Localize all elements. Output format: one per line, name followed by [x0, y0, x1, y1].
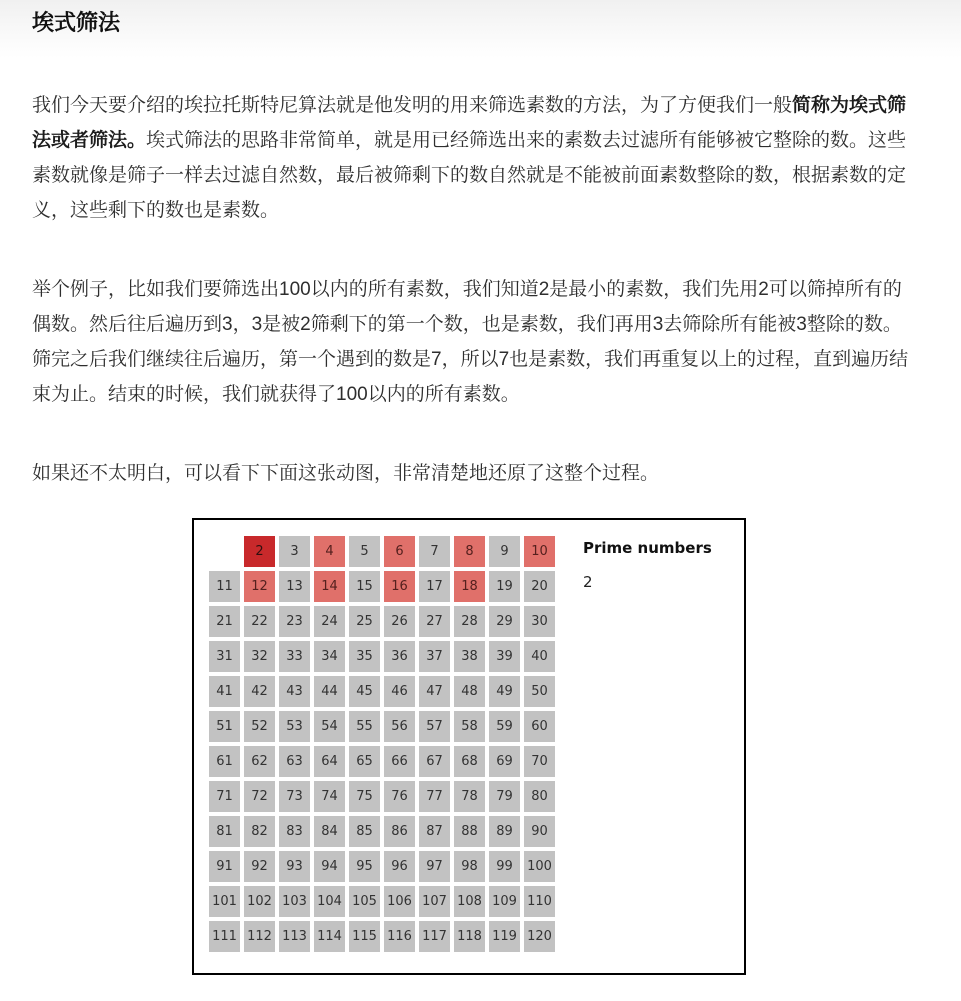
grid-cell: 61 [209, 746, 240, 777]
grid-cell: 94 [314, 851, 345, 882]
grid-cell: 29 [489, 606, 520, 637]
grid-cell: 8 [454, 536, 485, 567]
grid-cell: 81 [209, 816, 240, 847]
grid-cell: 59 [489, 711, 520, 742]
grid-cell: 35 [349, 641, 380, 672]
grid-cell: 6 [384, 536, 415, 567]
grid-cell: 56 [384, 711, 415, 742]
grid-cell: 42 [244, 676, 275, 707]
grid-cell: 80 [524, 781, 555, 812]
grid-cell: 95 [349, 851, 380, 882]
grid-cell: 79 [489, 781, 520, 812]
grid-cell: 3 [279, 536, 310, 567]
grid-cell: 76 [384, 781, 415, 812]
grid-cell: 33 [279, 641, 310, 672]
grid-cell: 88 [454, 816, 485, 847]
grid-cell: 64 [314, 746, 345, 777]
grid-cell: 68 [454, 746, 485, 777]
grid-cell: 47 [419, 676, 450, 707]
grid-cell: 104 [314, 886, 345, 917]
grid-cell: 99 [489, 851, 520, 882]
grid-cell: 84 [314, 816, 345, 847]
grid-cell: 10 [524, 536, 555, 567]
grid-cell: 62 [244, 746, 275, 777]
grid-cell: 86 [384, 816, 415, 847]
prime-list [583, 573, 712, 591]
grid-cell: 119 [489, 921, 520, 952]
grid-cell: 15 [349, 571, 380, 602]
grid-cell: 66 [384, 746, 415, 777]
grid-cell: 91 [209, 851, 240, 882]
grid-cell: 78 [454, 781, 485, 812]
paragraph [32, 272, 916, 412]
grid-cell: 73 [279, 781, 310, 812]
grid-cell: 71 [209, 781, 240, 812]
grid-cell: 30 [524, 606, 555, 637]
grid-cell: 72 [244, 781, 275, 812]
grid-cell: 5 [349, 536, 380, 567]
grid-cell: 14 [314, 571, 345, 602]
grid-cell: 54 [314, 711, 345, 742]
grid-cell: 24 [314, 606, 345, 637]
grid-cell: 45 [349, 676, 380, 707]
grid-cell: 101 [209, 886, 240, 917]
grid-cell: 36 [384, 641, 415, 672]
grid-cell: 32 [244, 641, 275, 672]
grid-cell: 44 [314, 676, 345, 707]
sieve-grid [209, 536, 555, 973]
grid-cell: 96 [384, 851, 415, 882]
grid-cell: 7 [419, 536, 450, 567]
grid-cell: 19 [489, 571, 520, 602]
grid-cell: 82 [244, 816, 275, 847]
grid-cell: 53 [279, 711, 310, 742]
grid-cell: 11 [209, 571, 240, 602]
grid-cell: 118 [454, 921, 485, 952]
grid-cell: 28 [454, 606, 485, 637]
grid-cell: 12 [244, 571, 275, 602]
grid-cell: 85 [349, 816, 380, 847]
grid-cell: 58 [454, 711, 485, 742]
grid-cell: 51 [209, 711, 240, 742]
grid-cell: 83 [279, 816, 310, 847]
prime-numbers-label: Prime numbers [583, 539, 712, 557]
grid-cell: 102 [244, 886, 275, 917]
grid-cell: 2 [244, 536, 275, 567]
paragraph-text-bold: 简称为埃式筛法或者筛法。 [32, 95, 907, 151]
grid-cell: 74 [314, 781, 345, 812]
grid-cell: 65 [349, 746, 380, 777]
grid-cell: 109 [489, 886, 520, 917]
grid-cell: 50 [524, 676, 555, 707]
prime-number-value: 2 [583, 573, 593, 591]
grid-cell: 115 [349, 921, 380, 952]
grid-cell: 18 [454, 571, 485, 602]
grid-cell: 92 [244, 851, 275, 882]
grid-cell: 89 [489, 816, 520, 847]
paragraph-text: 举个例子，比如我们要筛选出100以内的所有素数，我们知道2是最小的素数，我们先用2可以筛掉所有的偶数。然后往后遍历到3，3是被2筛剩下的第一个数，也是素数，我们再用3去筛除所有能被3整除的数。筛完之后我们继续往后遍历，第一个遇到的数是7，所以7也是素数，我们再重复以上的过程，直到遍历结束为止。结束的时候，我们就获得了100以内的所有素数。 [32, 279, 909, 405]
grid-cell: 67 [419, 746, 450, 777]
grid-cell: 70 [524, 746, 555, 777]
grid-cell: 75 [349, 781, 380, 812]
grid-cell: 93 [279, 851, 310, 882]
grid-cell: 31 [209, 641, 240, 672]
grid-cell: 114 [314, 921, 345, 952]
grid-cell: 100 [524, 851, 555, 882]
grid-cell: 23 [279, 606, 310, 637]
grid-cell: 60 [524, 711, 555, 742]
grid-cell: 107 [419, 886, 450, 917]
paragraph-text: 如果还不太明白，可以看下下面这张动图，非常清楚地还原了这整个过程。 [32, 463, 660, 484]
grid-cell: 43 [279, 676, 310, 707]
paragraph [32, 88, 916, 228]
grid-cell: 113 [279, 921, 310, 952]
grid-cell: 111 [209, 921, 240, 952]
grid-cell: 120 [524, 921, 555, 952]
grid-cell: 34 [314, 641, 345, 672]
grid-cell: 48 [454, 676, 485, 707]
grid-cell: 116 [384, 921, 415, 952]
grid-cell: 38 [454, 641, 485, 672]
grid-cell: 97 [419, 851, 450, 882]
grid-cell: 9 [489, 536, 520, 567]
grid-cell: 90 [524, 816, 555, 847]
grid-cell: 108 [454, 886, 485, 917]
grid-cell: 13 [279, 571, 310, 602]
grid-cell: 21 [209, 606, 240, 637]
grid-cell: 22 [244, 606, 275, 637]
grid-cell: 112 [244, 921, 275, 952]
article-paragraphs [32, 88, 928, 491]
grid-cell: 106 [384, 886, 415, 917]
grid-cell: 20 [524, 571, 555, 602]
grid-cell: 37 [419, 641, 450, 672]
grid-cell: 77 [419, 781, 450, 812]
grid-cell: 57 [419, 711, 450, 742]
paragraph-text: 我们今天要介绍的埃拉托斯特尼算法就是他发明的用来筛选素数的方法，为了方便我们一般 [32, 95, 793, 116]
paragraph [32, 456, 916, 491]
sieve-animation-figure [192, 518, 746, 975]
grid-cell: 105 [349, 886, 380, 917]
grid-cell: 25 [349, 606, 380, 637]
grid-cell: 41 [209, 676, 240, 707]
grid-cell: 49 [489, 676, 520, 707]
grid-cell: 103 [279, 886, 310, 917]
grid-cell: 39 [489, 641, 520, 672]
grid-cell: 63 [279, 746, 310, 777]
grid-cell: 16 [384, 571, 415, 602]
grid-cell: 17 [419, 571, 450, 602]
grid-cell: 69 [489, 746, 520, 777]
grid-cell: 117 [419, 921, 450, 952]
page-title: 埃式筛法 [32, 10, 121, 35]
grid-cell: 27 [419, 606, 450, 637]
paragraph-text: 埃式筛法的思路非常简单，就是用已经筛选出来的素数去过滤所有能够被它整除的数。这些素数就像是筛子一样去过滤自然数，最后被筛剩下的数自然就是不能被前面素数整除的数，根据素数的定义，这些剩下的数也是素数。 [32, 130, 907, 221]
grid-cell: 87 [419, 816, 450, 847]
grid-cell: 40 [524, 641, 555, 672]
grid-cell: 4 [314, 536, 345, 567]
grid-cell: 110 [524, 886, 555, 917]
grid-cell: 55 [349, 711, 380, 742]
prime-numbers-legend [583, 539, 712, 973]
grid-cell: 26 [384, 606, 415, 637]
grid-cell: 98 [454, 851, 485, 882]
grid-cell: 46 [384, 676, 415, 707]
grid-cell: 52 [244, 711, 275, 742]
